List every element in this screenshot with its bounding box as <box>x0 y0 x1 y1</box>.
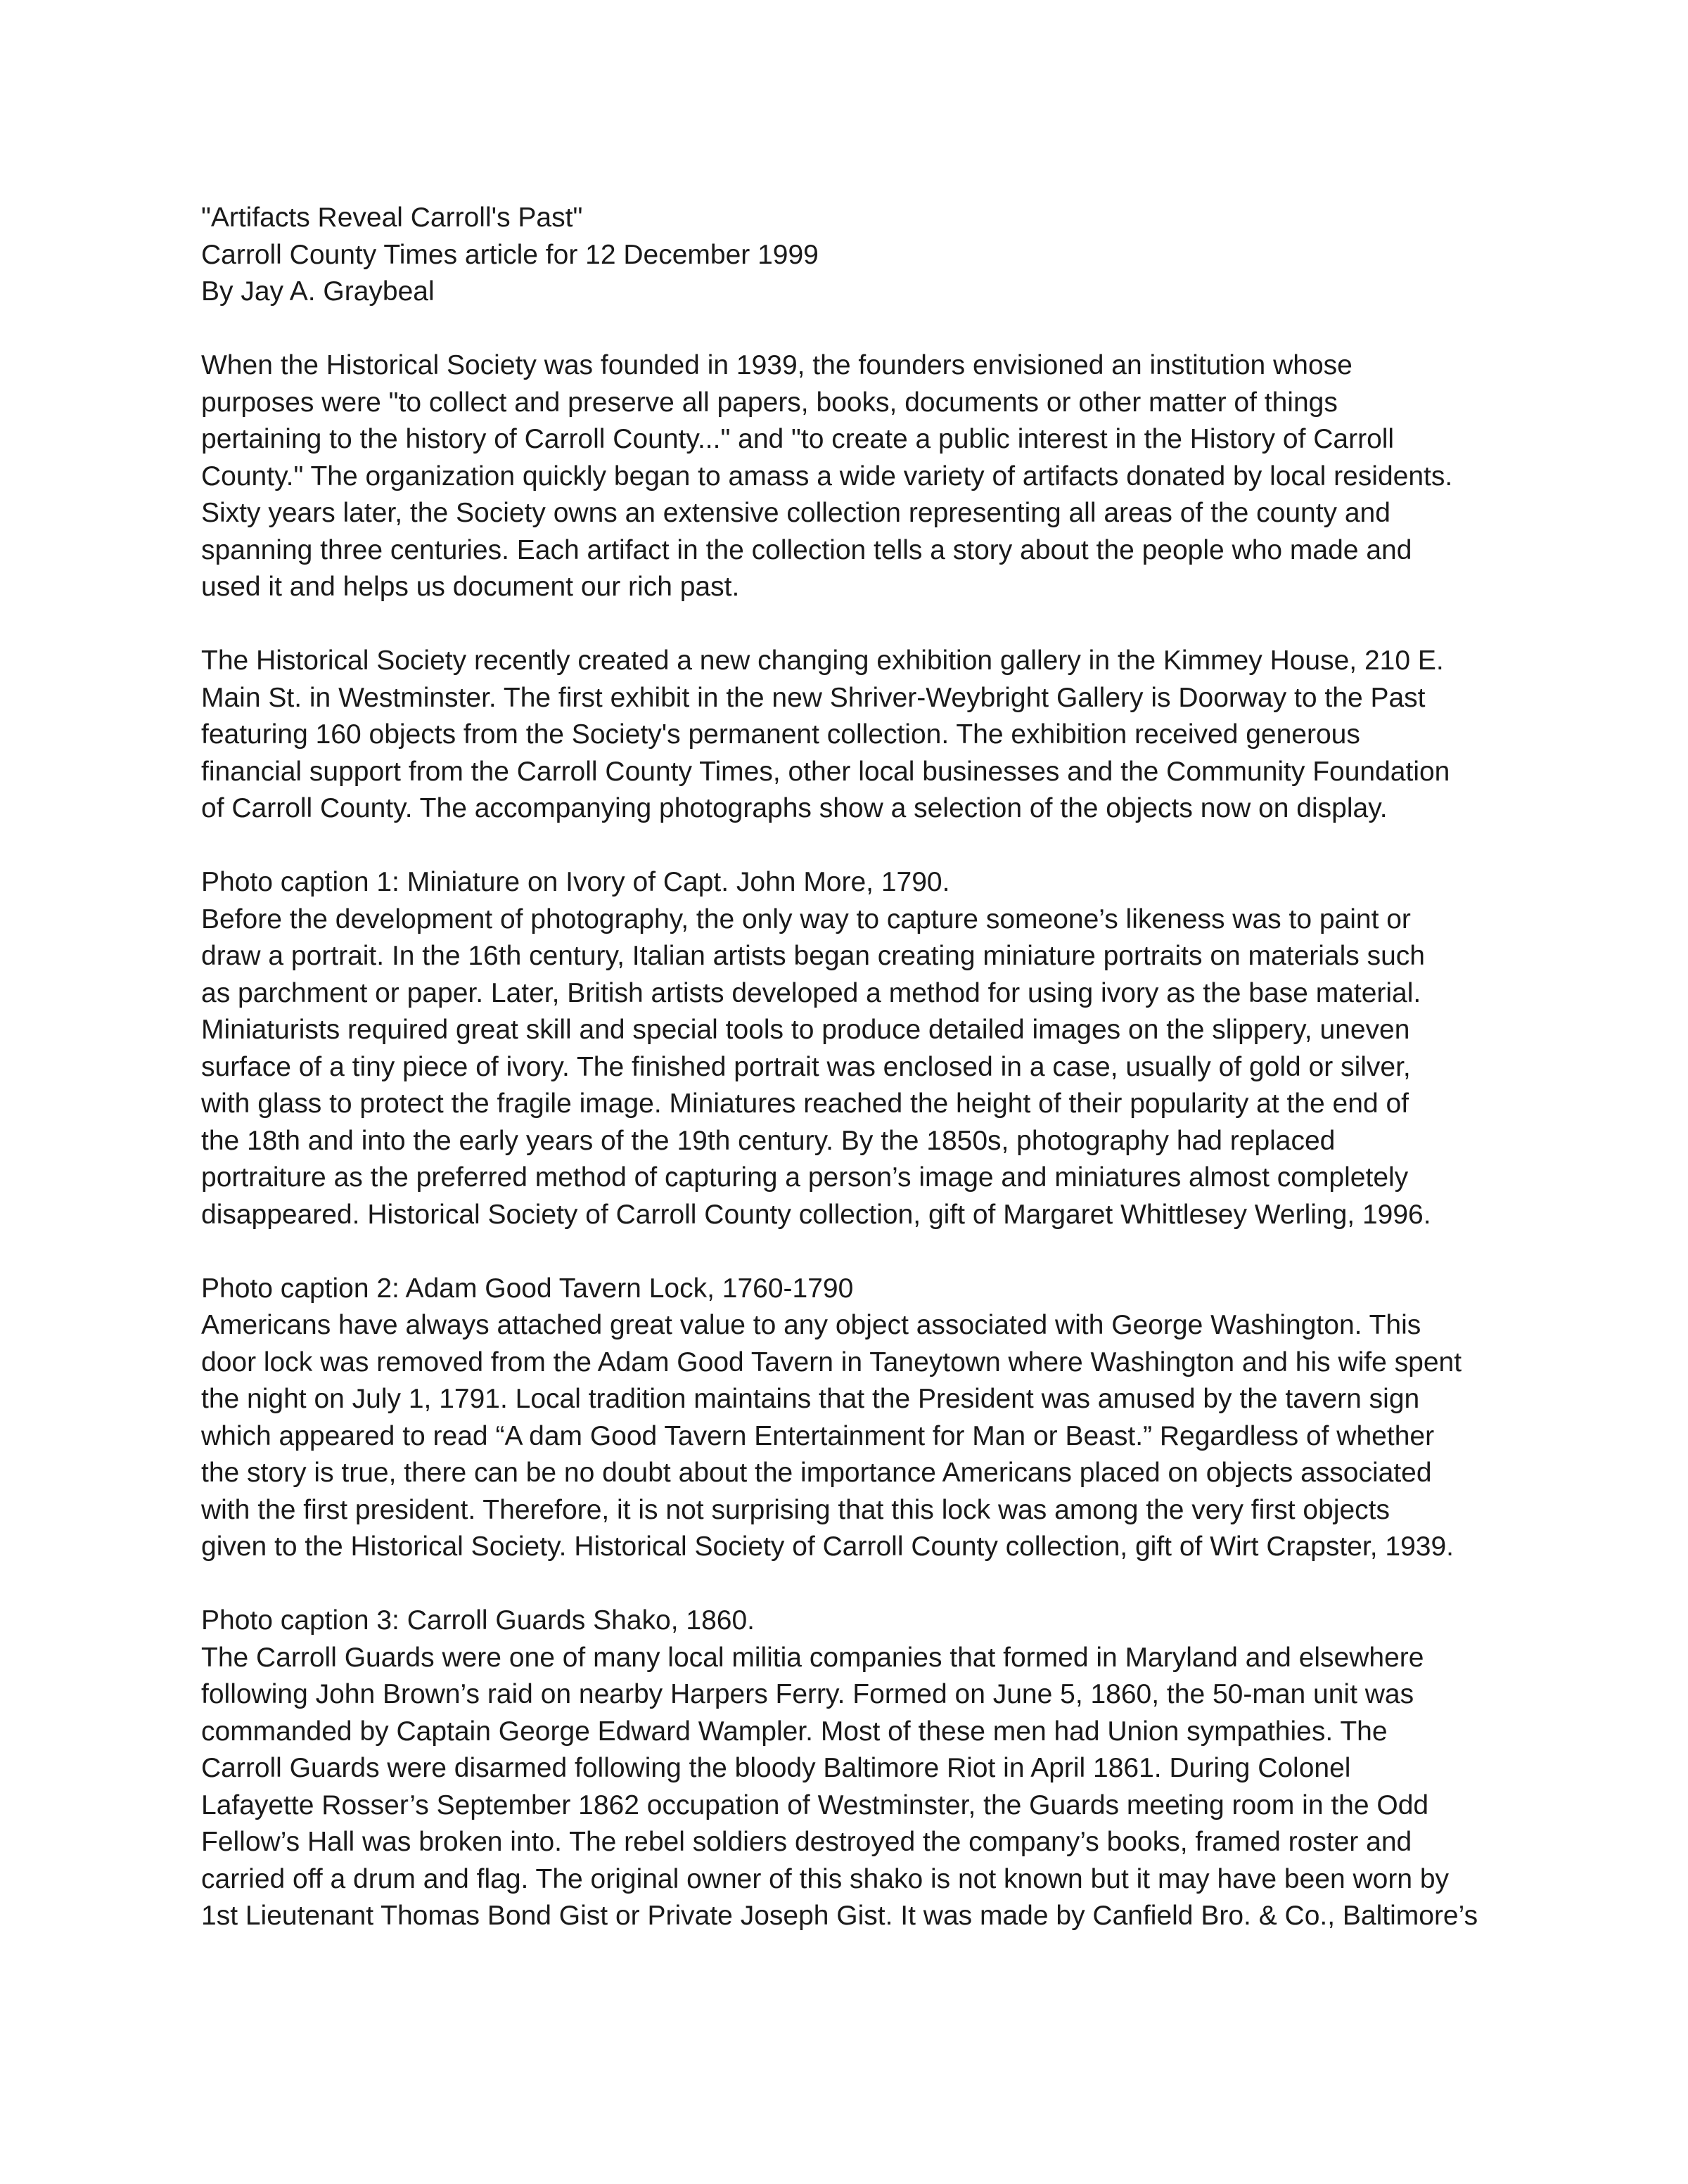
text-line: Carroll Guards were disarmed following the bloody Baltimore Riot in April 1861. During Colonel <box>201 1753 1351 1783</box>
text-line: draw a portrait. In the 16th century, Italian artists began creating miniature portraits on materials such <box>201 941 1425 971</box>
caption-heading: Photo caption 3: Carroll Guards Shako, 1860. <box>201 1605 755 1636</box>
text-line: purposes were "to collect and preserve all papers, books, documents or other matter of things <box>201 387 1338 418</box>
text-line: spanning three centuries. Each artifact in the collection tells a story about the people who made and <box>201 534 1412 565</box>
text-line: door lock was removed from the Adam Good Tavern in Taneytown where Washington and his wife spent <box>201 1347 1462 1377</box>
text-line: featuring 160 objects from the Society's permanent collection. The exhibition received generous <box>201 719 1360 750</box>
text-line: Main St. in Westminster. The first exhibit in the new Shriver-Weybright Gallery is Doorway to the Past <box>201 682 1426 713</box>
text-line: Americans have always attached great value to any object associated with George Washington. This <box>201 1310 1421 1340</box>
photo-caption-2 <box>201 1271 1537 1566</box>
text-line: the night on July 1, 1791. Local tradition maintains that the President was amused by the tavern sign <box>201 1384 1420 1414</box>
intro-paragraph <box>201 347 1537 606</box>
text-line: used it and helps us document our rich past. <box>201 572 740 602</box>
publication-line: Carroll County Times article for 12 December 1999 <box>201 239 819 270</box>
text-line: with glass to protect the fragile image. Miniatures reached the height of their popularity at the end of <box>201 1088 1409 1119</box>
text-line: 1st Lieutenant Thomas Bond Gist or Private Joseph Gist. It was made by Canfield Bro. & Co., Baltimore’s <box>201 1901 1478 1931</box>
text-line: Sixty years later, the Society owns an extensive collection representing all areas of the county and <box>201 498 1390 528</box>
byline: By Jay A. Graybeal <box>201 276 435 307</box>
text-line: commanded by Captain George Edward Wampler. Most of these men had Union sympathies. The <box>201 1716 1388 1747</box>
text-line: carried off a drum and flag. The original owner of this shako is not known but it may have been worn by <box>201 1863 1450 1894</box>
text-line: following John Brown’s raid on nearby Harpers Ferry. Formed on June 5, 1860, the 50-man unit was <box>201 1679 1414 1709</box>
article-title: "Artifacts Reveal Carroll's Past" <box>201 203 583 233</box>
text-line: surface of a tiny piece of ivory. The finished portrait was enclosed in a case, usually of gold or silver, <box>201 1051 1411 1082</box>
text-line: County." The organization quickly began to amass a wide variety of artifacts donated by local residents. <box>201 461 1453 492</box>
caption-heading: Photo caption 1: Miniature on Ivory of Capt. John More, 1790. <box>201 867 950 897</box>
article-header <box>201 200 1537 311</box>
text-line: the 18th and into the early years of the 19th century. By the 1850s, photography had replaced <box>201 1125 1336 1156</box>
text-line: Miniaturists required great skill and special tools to produce detailed images on the slippery, uneven <box>201 1015 1410 1045</box>
photo-caption-1 <box>201 864 1537 1233</box>
text-line: The Carroll Guards were one of many local militia companies that formed in Maryland and elsewhere <box>201 1642 1424 1673</box>
text-line: which appeared to read “A dam Good Tavern Entertainment for Man or Beast.” Regardless of whether <box>201 1420 1435 1451</box>
text-line: pertaining to the history of Carroll County..." and "to create a public interest in the History of Carroll <box>201 424 1395 454</box>
text-line: with the first president. Therefore, it is not surprising that this lock was among the very first objects <box>201 1494 1390 1525</box>
text-line: of Carroll County. The accompanying photographs show a selection of the objects now on display. <box>201 793 1388 823</box>
document-page <box>201 200 1537 1972</box>
text-line: disappeared. Historical Society of Carroll County collection, gift of Margaret Whittlesey Werling, 1996. <box>201 1199 1431 1230</box>
text-line: portraiture as the preferred method of capturing a person’s image and miniatures almost completely <box>201 1162 1409 1193</box>
text-line: Lafayette Rosser’s September 1862 occupation of Westminster, the Guards meeting room in the Odd <box>201 1790 1429 1820</box>
text-line: as parchment or paper. Later, British artists developed a method for using ivory as the base material. <box>201 977 1421 1008</box>
text-line: financial support from the Carroll County Times, other local businesses and the Community Foundation <box>201 756 1450 787</box>
text-line: Before the development of photography, the only way to capture someone’s likeness was to paint or <box>201 904 1411 934</box>
text-line: the story is true, there can be no doubt about the importance Americans placed on objects associated <box>201 1458 1432 1488</box>
exhibition-paragraph <box>201 643 1537 828</box>
text-line: given to the Historical Society. Historical Society of Carroll County collection, gift of Wirt Crapster, 1939. <box>201 1531 1454 1562</box>
caption-heading: Photo caption 2: Adam Good Tavern Lock, 1760-1790 <box>201 1273 854 1304</box>
photo-caption-3 <box>201 1602 1537 1935</box>
text-line: Fellow’s Hall was broken into. The rebel soldiers destroyed the company’s books, framed roster and <box>201 1827 1412 1857</box>
text-line: When the Historical Society was founded in 1939, the founders envisioned an institution whose <box>201 350 1353 380</box>
text-line: The Historical Society recently created a new changing exhibition gallery in the Kimmey House, 210 E. <box>201 645 1444 676</box>
